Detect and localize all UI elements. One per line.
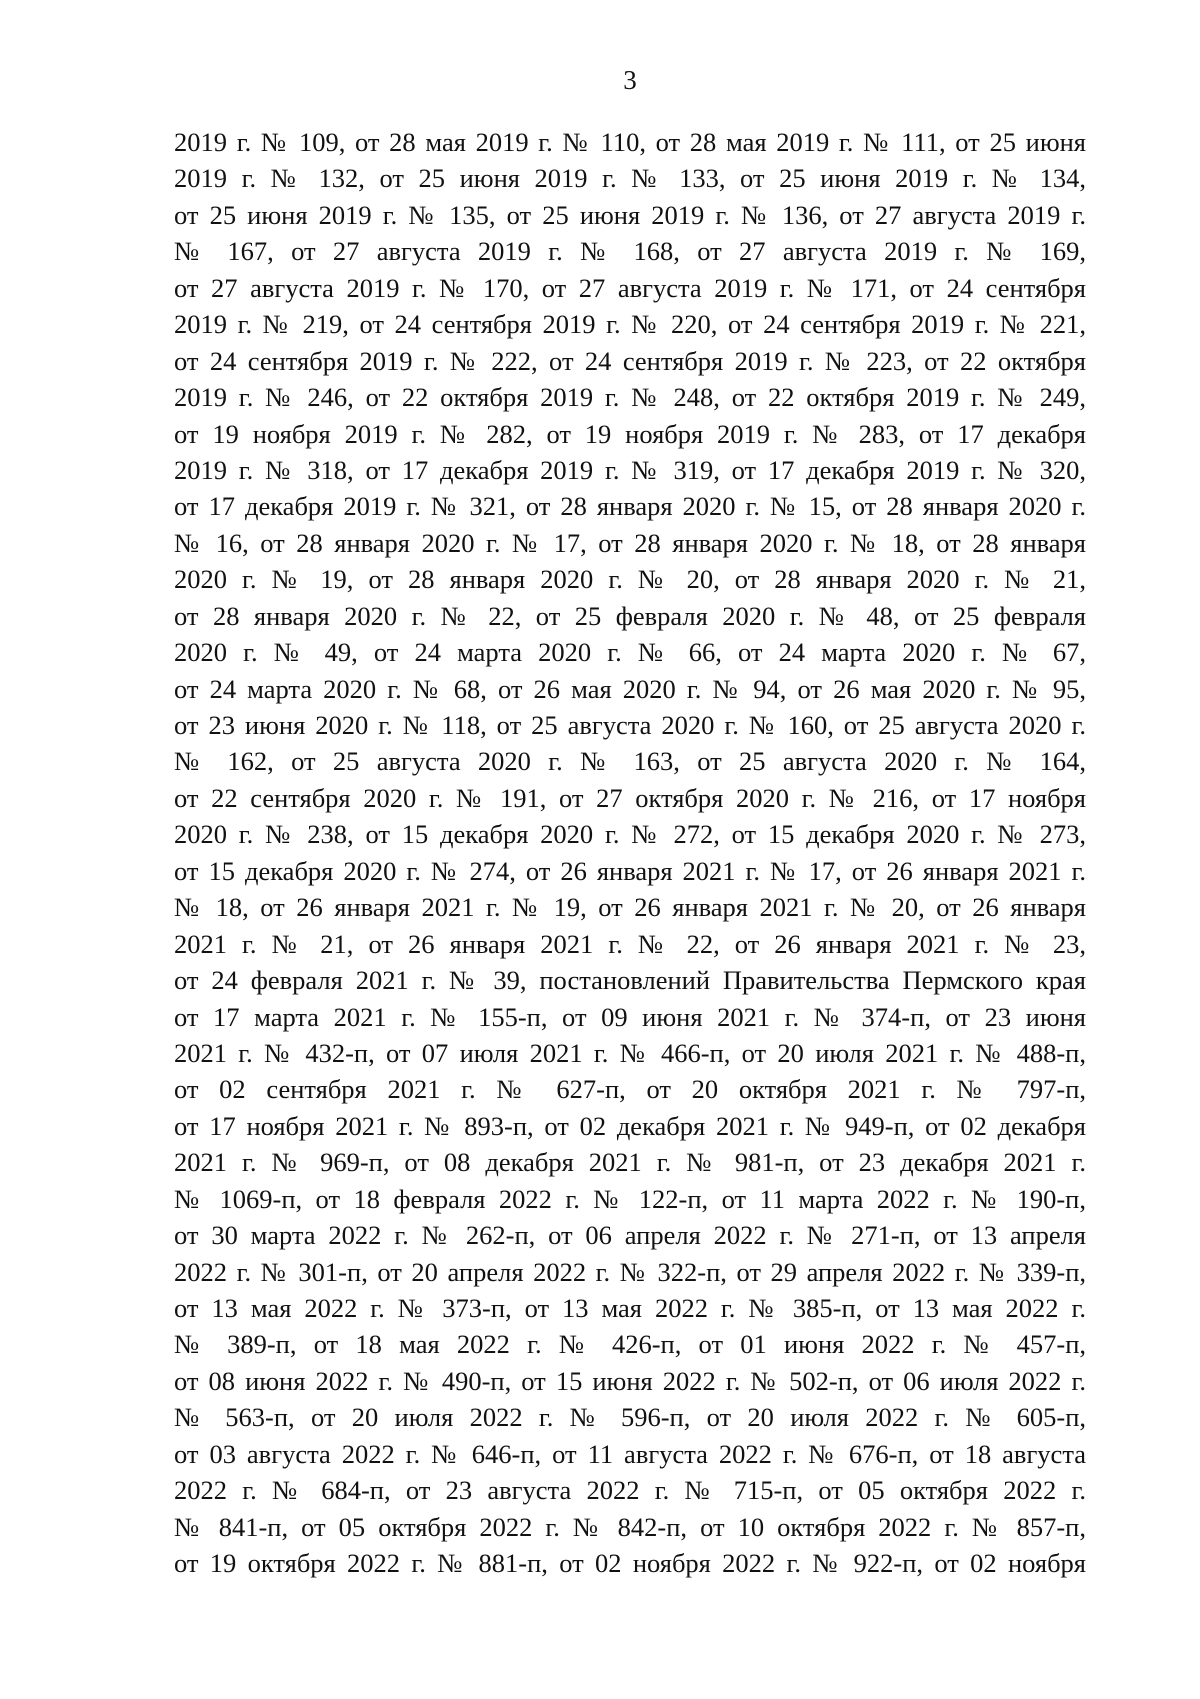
- text-line: от 25 июня 2019 г. № 135, от 25 июня 2019 г. № 136, от 27 августа 2019 г.: [174, 199, 1086, 230]
- text-line: 2020 г. № 19, от 28 января 2020 г. № 20, от 28 января 2020 г. № 21,: [174, 564, 1086, 595]
- text-line: 2022 г. № 301-п, от 20 апреля 2022 г. № 322-п, от 29 апреля 2022 г. № 339-п,: [174, 1256, 1086, 1287]
- text-line: № 389-п, от 18 мая 2022 г. № 426-п, от 01 июня 2022 г. № 457-п,: [174, 1329, 1086, 1360]
- text-line: 2021 г. № 432-п, от 07 июля 2021 г. № 466-п, от 20 июля 2021 г. № 488-п,: [174, 1037, 1086, 1068]
- body-text: [174, 124, 1086, 1582]
- text-line: № 841-п, от 05 октября 2022 г. № 842-п, от 10 октября 2022 г. № 857-п,: [174, 1511, 1086, 1542]
- text-line: от 03 августа 2022 г. № 646-п, от 11 августа 2022 г. № 676-п, от 18 августа: [174, 1438, 1086, 1469]
- text-line: от 13 мая 2022 г. № 373-п, от 13 мая 2022 г. № 385-п, от 13 мая 2022 г.: [174, 1293, 1086, 1323]
- text-line: 2022 г. № 684-п, от 23 августа 2022 г. № 715-п, от 05 октября 2022 г.: [174, 1475, 1086, 1506]
- text-line: от 30 марта 2022 г. № 262-п, от 06 апреля 2022 г. № 271-п, от 13 апреля: [174, 1220, 1086, 1251]
- text-line: от 28 января 2020 г. № 22, от 25 февраля 2020 г. № 48, от 25 февраля: [174, 600, 1086, 631]
- text-line: 2020 г. № 238, от 15 декабря 2020 г. № 272, от 15 декабря 2020 г. № 273,: [174, 819, 1086, 850]
- text-line: 2019 г. № 219, от 24 сентября 2019 г. № 220, от 24 сентября 2019 г. № 221,: [174, 309, 1086, 340]
- page-number: 3: [623, 65, 637, 95]
- text-line: от 19 октября 2022 г. № 881-п, от 02 ноября 2022 г. № 922-п, от 02 ноября: [174, 1548, 1086, 1579]
- text-line: № 563-п, от 20 июля 2022 г. № 596-п, от 20 июля 2022 г. № 605-п,: [174, 1402, 1086, 1433]
- text-line: от 22 сентября 2020 г. № 191, от 27 октября 2020 г. № 216, от 17 ноября: [174, 782, 1086, 813]
- text-line: № 18, от 26 января 2021 г. № 19, от 26 января 2021 г. № 20, от 26 января: [174, 892, 1086, 923]
- text-line: от 02 сентября 2021 г. № 627-п, от 20 октября 2021 г. № 797-п,: [174, 1074, 1086, 1105]
- text-line: от 27 августа 2019 г. № 170, от 27 августа 2019 г. № 171, от 24 сентября: [174, 272, 1086, 303]
- text-line: № 1069-п, от 18 февраля 2022 г. № 122-п, от 11 марта 2022 г. № 190-п,: [174, 1183, 1086, 1214]
- text-line: от 24 марта 2020 г. № 68, от 26 мая 2020 г. № 94, от 26 мая 2020 г. № 95,: [174, 673, 1086, 704]
- text-line: от 17 ноября 2021 г. № 893-п, от 02 декабря 2021 г. № 949-п, от 02 декабря: [174, 1110, 1086, 1141]
- text-line: № 162, от 25 августа 2020 г. № 163, от 25 августа 2020 г. № 164,: [174, 746, 1086, 777]
- text-line: № 16, от 28 января 2020 г. № 17, от 28 января 2020 г. № 18, от 28 января: [174, 527, 1086, 558]
- text-line: от 23 июня 2020 г. № 118, от 25 августа 2020 г. № 160, от 25 августа 2020 г.: [174, 710, 1086, 740]
- text-line: № 167, от 27 августа 2019 г. № 168, от 27 августа 2019 г. № 169,: [174, 236, 1086, 267]
- text-line: от 24 сентября 2019 г. № 222, от 24 сентября 2019 г. № 223, от 22 октября: [174, 345, 1086, 376]
- text-line: 2021 г. № 969-п, от 08 декабря 2021 г. № 981-п, от 23 декабря 2021 г.: [174, 1147, 1086, 1178]
- text-line: от 17 декабря 2019 г. № 321, от 28 января 2020 г. № 15, от 28 января 2020 г.: [174, 491, 1086, 522]
- text-line: 2021 г. № 21, от 26 января 2021 г. № 22, от 26 января 2021 г. № 23,: [174, 928, 1086, 959]
- text-line: от 24 февраля 2021 г. № 39, постановлений Правительства Пермского края: [174, 965, 1086, 996]
- text-line: 2019 г. № 109, от 28 мая 2019 г. № 110, от 28 мая 2019 г. № 111, от 25 июня: [174, 127, 1086, 157]
- text-line: 2019 г. № 132, от 25 июня 2019 г. № 133, от 25 июня 2019 г. № 134,: [174, 163, 1086, 194]
- text-line: 2019 г. № 246, от 22 октября 2019 г. № 248, от 22 октября 2019 г. № 249,: [174, 382, 1086, 413]
- text-line: от 08 июня 2022 г. № 490-п, от 15 июня 2022 г. № 502-п, от 06 июля 2022 г.: [174, 1365, 1086, 1396]
- text-line: от 15 декабря 2020 г. № 274, от 26 января 2021 г. № 17, от 26 января 2021 г.: [174, 855, 1086, 886]
- text-line: 2020 г. № 49, от 24 марта 2020 г. № 66, от 24 марта 2020 г. № 67,: [174, 637, 1086, 668]
- text-line: от 17 марта 2021 г. № 155-п, от 09 июня 2021 г. № 374-п, от 23 июня: [174, 1001, 1086, 1032]
- text-line: от 19 ноября 2019 г. № 282, от 19 ноября 2019 г. № 283, от 17 декабря: [174, 418, 1086, 449]
- text-line: 2019 г. № 318, от 17 декабря 2019 г. № 319, от 17 декабря 2019 г. № 320,: [174, 454, 1086, 485]
